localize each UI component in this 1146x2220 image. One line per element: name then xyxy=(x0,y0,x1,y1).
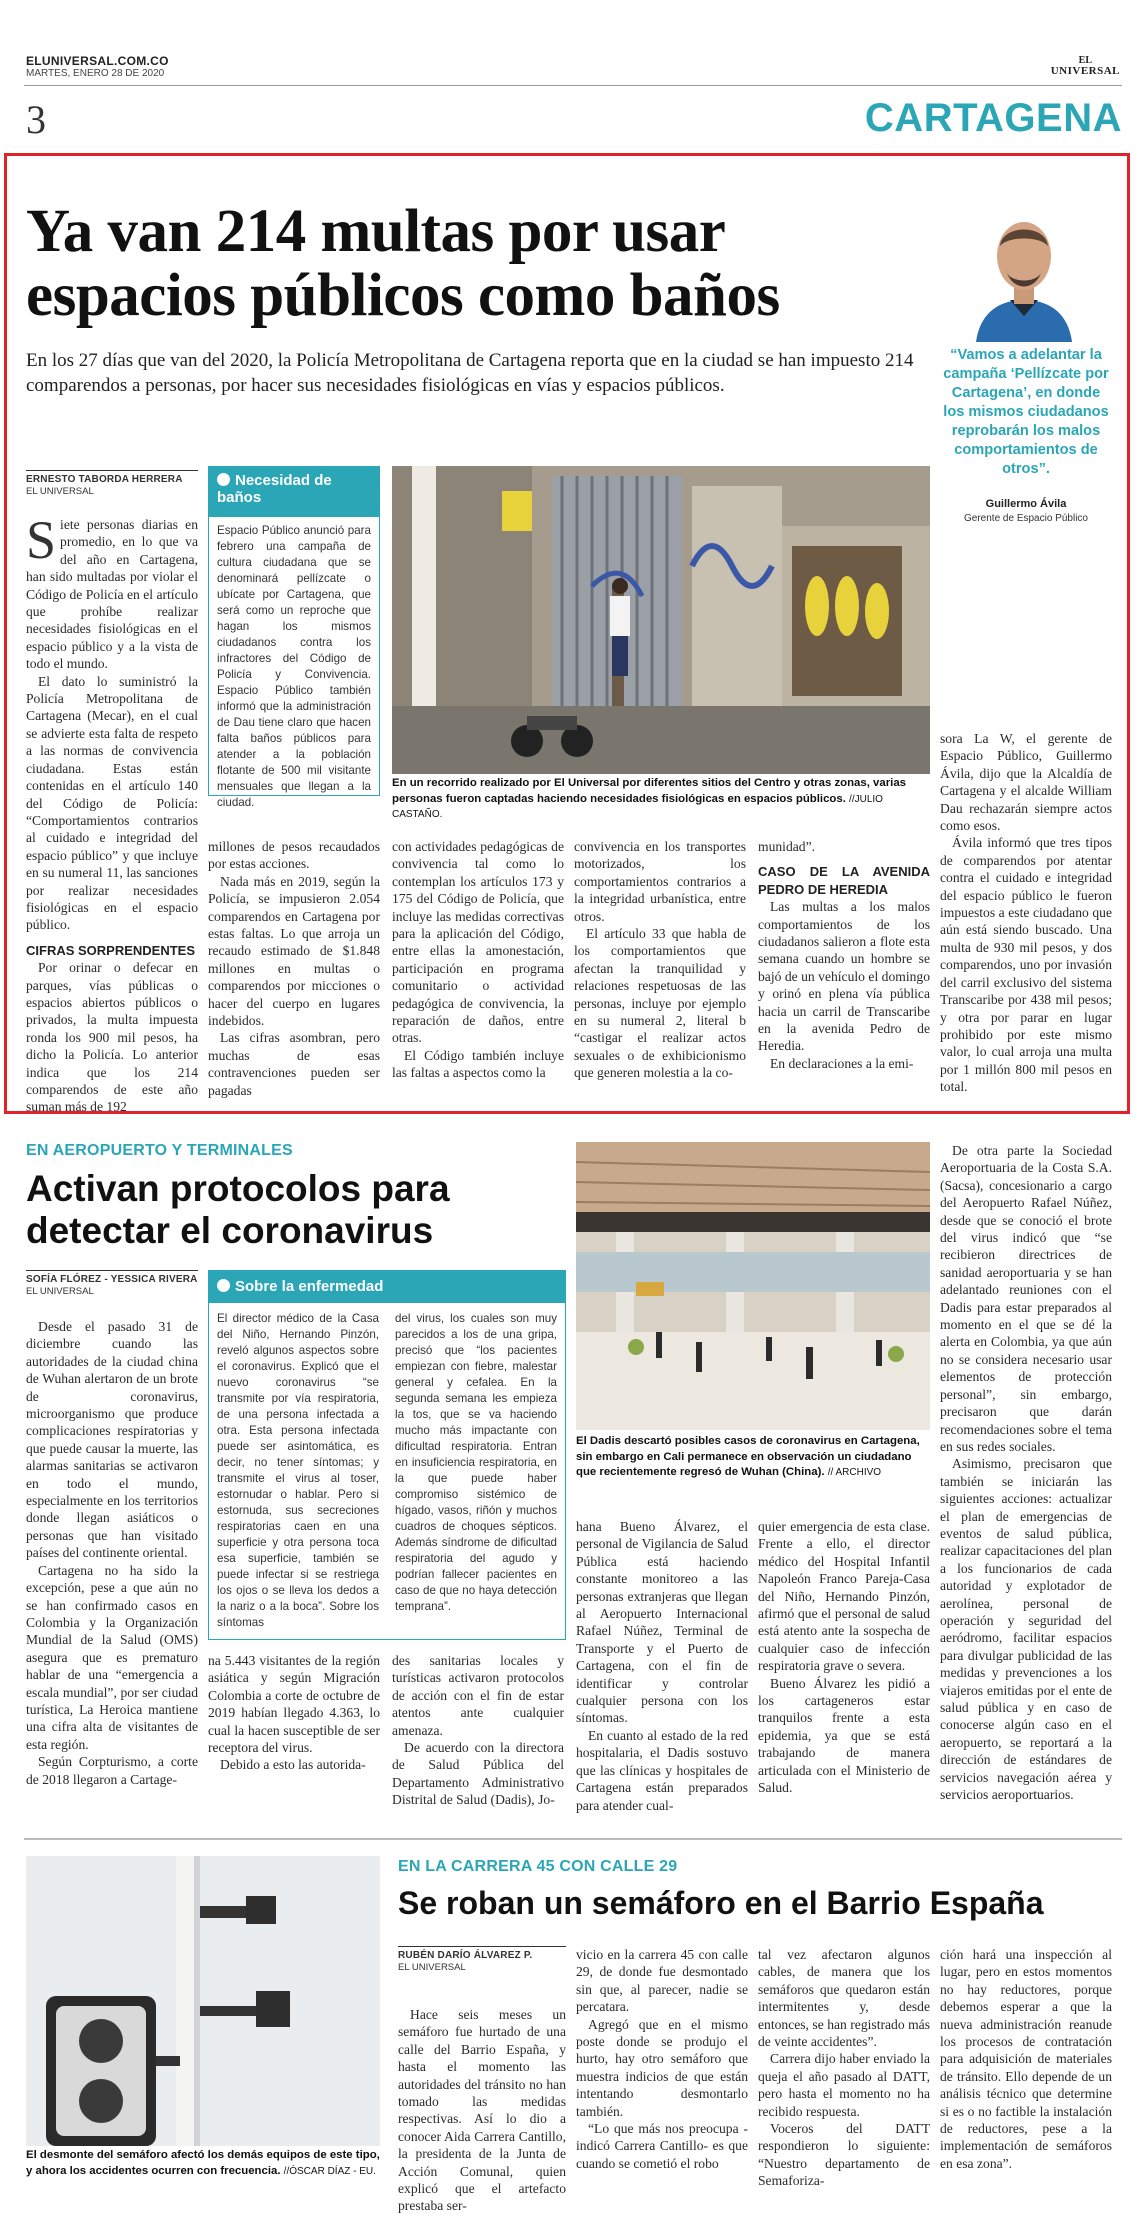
paragraph: munidad”. xyxy=(758,839,816,854)
section-divider xyxy=(24,1838,1122,1840)
article2-column-3 xyxy=(392,1652,564,1809)
article1-photo xyxy=(392,466,930,774)
article1-column-1 xyxy=(26,510,198,1116)
paragraph: ción hará una inspección al lugar, pero en estos momentos no hay reductores, porque debemos esperar a que la nueva administración reanude los procesos de contratación para adquisición de materiales de tránsito. Ello depende de un análisis técnico que determine si es o no factible la instalación de reductores, pese a la implementación de semáforos en esa zona”. xyxy=(940,1947,1112,2171)
paragraph: sora La W, el gerente de Espacio Público, Guillermo Ávila, dijo que la Alcaldía de Cartagena y el alcalde William Dau rechazarán siempre actos como esos. xyxy=(940,731,1112,834)
page-number: 3 xyxy=(26,97,46,142)
paragraph: con actividades pedagógicas de convivencia tal como lo contemplan los artículos 173 y 175 del Código de Policía, que incluye las medidas correctivas para la aplicación del Código, entre ellas la amonestación, participación en programa comunitario o actividad pedagógica de convivencia, la reparación de daños, entre otras. xyxy=(392,839,564,1046)
byline-name: SOFÍA FLÓREZ - YESSICA RIVERA xyxy=(26,1274,198,1285)
paragraph: tal vez afectaron algunos cables, de manera que los semáforos que quedaron están intermitentes y, desde entonces, se han registrado más de veinte accidentes”. xyxy=(758,1947,930,2050)
paragraph: En declaraciones a la emi- xyxy=(770,1055,914,1071)
bullet-icon xyxy=(217,473,230,486)
byline-name: ERNESTO TABORDA HERRERA xyxy=(26,474,183,485)
article2-column-6 xyxy=(940,1142,1112,1803)
paragraph: millones de pesos recaudados por estas acciones. xyxy=(208,839,380,872)
article1-column-2 xyxy=(208,838,380,1099)
subheading: CASO DE LA AVENIDA PEDRO DE HEREDIA xyxy=(758,864,930,897)
box-title: Sobre la enfermedad xyxy=(235,1278,384,1295)
paragraph: vicio en la carrera 45 con calle 29, de donde fue desmontado sin que, al parecer, nadie se percatara. xyxy=(576,1947,748,2015)
paragraph: “Lo que más nos preocupa -indicó Carrera Cantillo- es que cuando se cometió el robo xyxy=(576,2121,748,2171)
bullet-icon xyxy=(217,1279,230,1292)
paragraph: Las multas a los malos comportamientos de los ciudadanos salieron a flote esta semana cuando un hombre se bajó de un vehículo el domingo y orinó en plena vía pública hacia un carril de Transcaribe en la avenida Pedro de Heredia. xyxy=(758,899,930,1054)
paragraph: Voceros del DATT respondieron lo siguiente: “Nuestro departamento de Semaforiza- xyxy=(758,2121,930,2189)
masthead-rule xyxy=(24,85,1122,86)
article3-column-1 xyxy=(398,2006,566,2215)
article2-kicker: EN AEROPUERTO Y TERMINALES xyxy=(26,1142,293,1159)
paragraph: Bueno Álvarez les pidió a los cartageneros estar tranquilos frente a esta epidemia, ya que se está trabajando de manera articulada con el Ministerio de Salud. xyxy=(758,1675,930,1796)
article2-photo-caption xyxy=(576,1434,930,1481)
article3-byline xyxy=(398,1946,566,1974)
paragraph: convivencia en los transportes motorizados, los comportamientos contrarios a la integridad urbanística, entre otros. xyxy=(574,839,746,924)
article1-column-3 xyxy=(392,838,564,1082)
subheading: CIFRAS SORPRENDENTES xyxy=(26,942,196,958)
article3-headline: Se roban un semáforo en el Barrio España xyxy=(398,1885,1044,1921)
drop-cap: S xyxy=(26,510,57,570)
box-title: Necesidad de baños xyxy=(217,472,332,506)
sidebar-box-enfermedad xyxy=(208,1270,566,1640)
paragraph: De otra parte la Sociedad Aeroportuaria de la Costa S.A. (Sacsa), concesionario a cargo del Aeropuerto Rafael Núñez, desde que se conoció el brote del virus indicó que “se recibieron directrices de sanidad aeroportuaria y se han adelantado reuniones con el Dadis para estar preparados al momento en el que se dé la alerta en Colombia, ya que aún no se considera necesario usar elementos de protección personal”, sin embargo, precisaron que darán recomendaciones sobre el tema en sus redes sociales. xyxy=(940,1143,1112,1454)
paragraph: Debido a esto las autorida- xyxy=(220,1757,366,1773)
article2-column-2 xyxy=(208,1652,380,1774)
article2-column-4 xyxy=(576,1518,748,1814)
logo-bottom: UNIVERSAL xyxy=(1050,65,1120,77)
paragraph: El Código también incluye las faltas a aspectos como la xyxy=(392,1047,564,1081)
paragraph: Agregó que en el mismo poste donde se produjo el hurto, hay otro semáforo que muestra indicios de que están intentando desmontarlo también. xyxy=(576,2016,748,2119)
article1-headline: Ya van 214 multas por usar espacios públicos como baños xyxy=(26,198,780,329)
article1-photo-caption xyxy=(392,776,930,823)
box-text-left: El director médico de la Casa del Niño, Hernando Pinzón, reveló algunos aspectos sobre el coronavirus. Explicó que el nuevo coronavirus “se transmite por vía respiratoria, de una persona infectada a otra. Esta persona infectada puede ser asintomática, es decir, no tener síntomas; y transmite el virus al toser, estornudar o hablar. Pero si estornuda, sus secreciones respiratorias caen en una superficie y otra persona toca esa superficie, también se puede infectar si se restriega los ojos o se lleva los dedos a la nariz o a la boca”. Sobre los síntomas xyxy=(217,1312,379,1629)
pull-quote-name: Guillermo Ávila xyxy=(985,498,1067,510)
caption-credit: //ÓSCAR DÍAZ - EU. xyxy=(283,2165,376,2177)
box-text: Espacio Público anunció para febrero una campaña de cultura ciudadana que se denominará pellízcate o ubícate por Cartagena, que será como un reproche que hagan los mismos ciudadanos contra los infractores del Código de Policía y Convivencia. Espacio Público también informó que la administración de Dau tiene claro que hacen falta baños públicos para atender a la población flotante de 500 mil visitante mensuales que llegan a la ciudad. xyxy=(217,524,371,809)
byline-outlet: EL UNIVERSAL xyxy=(398,1962,466,1973)
article1-column-6 xyxy=(940,730,1112,1096)
byline-outlet: EL UNIVERSAL xyxy=(26,486,94,497)
paragraph: Cartagena no ha sido la excepción, pese a que aún no se han confirmado casos en Colombia y la Organización Mundial de la Salud (OMS) asegura que es prematuro hablar de una “emergencia a escala mundial”, por ser ciudad turística, La Heroica mantiene una cifra alta de visitantes de esta región. xyxy=(26,1562,198,1752)
paragraph: Ávila informó que tres tipos de comparendos por atentar contra el cuidado e integridad del espacio público le fueron impuestos a este ciudadano que aún está siendo buscado. Una multa de 930 mil pesos, y dos comparendos, uno por invasión del carril exclusivo del sistema Transcaribe por 438 mil pesos; y otra por parar en lugar prohibido por este mismo valor, lo cual arroja una multa por 1 millón 800 mil pesos en total. xyxy=(940,835,1112,1095)
article1-column-4 xyxy=(574,838,746,1082)
section-title: CARTAGENA xyxy=(864,96,1122,140)
article3-column-3 xyxy=(758,1946,930,2190)
logo-top: EL xyxy=(1078,55,1093,66)
paragraph: En cuanto al estado de la red hospitalaria, el Dadis sostuvo que las clínicas y hospitales de Cartagena están preparados para atender cual- xyxy=(576,1727,748,1813)
article1-column-5 xyxy=(758,838,930,1072)
pull-quote: “Vamos a adelantar la campaña ‘Pellízcate por Cartagena’, en donde los mismos ciudadanos reprobarán los malos comportamientos de otros”. xyxy=(943,347,1109,477)
caption-credit: // ARCHIVO xyxy=(827,1467,882,1478)
box-header xyxy=(209,467,379,517)
caption-credit: //JULIO CASTAÑO. xyxy=(392,793,883,820)
article3-column-2 xyxy=(576,1946,748,2172)
box-text-right: del virus, los cuales son muy parecidos a los de una gripa, precisó que “los pacientes empiezan con fiebre, malestar general y cefalea. En la segunda semana les empieza la tos, que se va haciendo mucho más impactante con dificultad respiratoria. Entran en insuficiencia respiratoria, en la que puede haber compromiso sistémico de hígado, vasos, riñón y muchos cuadros de choques sépticos. Además síndrome de dificultad respiratoria del agudo y podrían fallecer pacientes en caso de que no haya detección temprana”. xyxy=(395,1312,557,1613)
article3-photo xyxy=(26,1856,380,2146)
paragraph: Por orinar o defecar en parques, vías públicas o espacios abiertos públicos o privados, la multa impuesta ronda los 900 mil pesos, ha dicho la Policía. Lo anterior indica que los 214 comparendos de este año suman más de 192 xyxy=(26,960,198,1115)
paragraph: El artículo 33 que habla de los comportamientos que afectan la tranquilidad y relaciones respetuosas de las personas, incluye por ejemplo en su numeral 2, literal b “castigar el realizar actos sexuales o de exhibicionismo que generen molestia a la co- xyxy=(574,926,746,1081)
masthead-site[interactable]: ELUNIVERSAL.COM.CO xyxy=(26,54,169,68)
paragraph: quier emergencia de esta clase. Frente a ello, el director médico del Hospital Infantil Napoleón Franco Pareja-Casa del Niño, Hernando Pinzón, afirmó que el personal de salud está atento ante la sospecha de cualquier caso de infección respiratoria grave o severa. xyxy=(758,1519,930,1674)
caption-text: En un recorrido realizado por El Universal por diferentes sitios del Centro y otras zonas, varias personas fueron captadas haciendo necesidades fisiológicas en espacios públicos. xyxy=(392,777,906,805)
paragraph: Nada más en 2019, según la Policía, se impusieron 2.054 comparendos en Cartagena por estas faltas. Lo que arroja un recaudo estimado de $1.848 millones en multas o comparendos por micciones o hacer del cuerpo en lugares indebidos. xyxy=(208,873,380,1029)
caption-text: El desmonte del semáforo afectó los demás equipos de este tipo, y ahora los accidentes ocurren con frecuencia. xyxy=(26,2149,380,2177)
author-photo xyxy=(970,204,1078,342)
article1-deck: En los 27 días que van del 2020, la Policía Metropolitana de Cartagena reporta que en la ciudad se han impuesto 214 comparendos a personas, por hacer sus necesidades fisiológicas en vías y espacios públicos. xyxy=(26,350,914,396)
masthead-date: MARTES, ENERO 28 DE 2020 xyxy=(26,68,165,79)
paragraph: hana Bueno Álvarez, el personal de Vigilancia de Salud Pública está haciendo constante monitoreo a las personas extranjeras que llegan al Aeropuerto Internacional Rafael Núñez, Terminal de Transporte y el Puerto de Cartagena, con el fin de identificar y controlar cualquier persona con los síntomas. xyxy=(576,1519,748,1726)
article2-column-5 xyxy=(758,1518,930,1797)
paragraph: Hace seis meses un semáforo fue hurtado de una calle del Barrio España, y hasta el momento las autoridades del tránsito no han tomado las medidas respectivas. Así lo dio a conocer Aida Carrera Cantillo, la presidenta de la Junta de Acción Comunal, quien explicó que el artefacto prestaba ser- xyxy=(398,2007,566,2214)
paragraph: De acuerdo con la directora de Salud Pública del Departamento Administrativo Distrital de Salud (Dadis), Jo- xyxy=(392,1740,564,1808)
caption-text: El Dadis descartó posibles casos de coronavirus en Cartagena, sin embargo en Cali permanece en observación un ciudadano que recientemente regresó de Wuhan (China). xyxy=(576,1435,920,1478)
paragraph: El dato lo suministró la Policía Metropolitana de Cartagena (Mecar), en el cual se advierte esta falta de respeto a las normas de convivencia ciudadana. Estas están contenidas en el artículo 140 del Código de Policía: “Comportamientos contrarios al cuidado e integridad del espacio público” y que incluye en su numeral 11, las sanciones por realizar necesidades fisiológicas en el espacio público. xyxy=(26,673,198,933)
paragraph: na 5.443 visitantes de la región asiática y según Migración Colombia a corte de octubre de 2019 habían llegado 4.363, lo cual la hacen susceptible de ser receptora del virus. xyxy=(208,1653,380,1756)
article2-byline xyxy=(26,1270,198,1298)
article2-headline: Activan protocolos para detectar el coronavirus xyxy=(26,1168,450,1251)
paragraph: Carrera dijo haber enviado la queja el año pasado al DATT, pero hasta el momento no ha recibido respuesta. xyxy=(758,2051,930,2119)
paragraph: Desde el pasado 31 de diciembre cuando las autoridades de la ciudad china de Wuhan alertaron de un brote de coronavirus, microorganismo que produce complicaciones respiratorias y que puede causar la muerte, las alarmas sanitarias se activaron en todo el mundo, especialmente en los territorios donde llegan asiáticos o personas que han visitado países del continente oriental. xyxy=(26,1319,198,1561)
byline-name: RUBÉN DARÍO ÁLVAREZ P. xyxy=(398,1950,533,1961)
article3-kicker: EN LA CARRERA 45 CON CALLE 29 xyxy=(398,1858,678,1875)
paragraph: Según Corpturismo, a corte de 2018 llegaron a Cartage- xyxy=(26,1754,198,1787)
article3-column-4 xyxy=(940,1946,1112,2172)
article2-photo xyxy=(576,1142,930,1430)
paragraph: iete personas diarias en promedio, en lo que va del año en Cartagena, han sido multadas por violar el Código de Policía en el artículo que prohíbe realizar necesidades fisiológicas en el espacio público y a la vista de todo el mundo. xyxy=(26,517,198,672)
article2-column-1 xyxy=(26,1318,198,1788)
box-header xyxy=(209,1271,565,1303)
paragraph: des sanitarias locales y turísticas activaron protocolos de acción con el fin de estar atentos ante cualquier amenaza. xyxy=(392,1653,564,1738)
masthead-logo[interactable] xyxy=(1051,55,1120,77)
sidebar-box-necesidad xyxy=(208,466,380,809)
paragraph: Asimismo, precisaron que también se iniciarán las siguientes acciones: actualizar el plan de emergencias de eventos de salud pública, realizar capacitaciones del plan a los funcionarios de cada autoridad y explotador de aerolínea, personal de operación y seguridad del aeródromo, facilitar espacios para divulgar publicidad de las medidas y prevenciones a los viajeros emitidas por el ente de salud pública y en caso de conocerse algún caso en el aeropuerto, se reportará a la dirección de estándares de servicios navegación aérea y servicios aeroportuarios. xyxy=(940,1456,1112,1803)
paragraph: Las cifras asombran, pero muchas de esas contravenciones pueden ser pagadas xyxy=(208,1030,380,1098)
article1-byline xyxy=(26,470,198,498)
byline-outlet: EL UNIVERSAL xyxy=(26,1286,94,1297)
pull-quote-role: Gerente de Espacio Público xyxy=(964,513,1088,524)
article3-photo-caption xyxy=(26,2148,380,2179)
